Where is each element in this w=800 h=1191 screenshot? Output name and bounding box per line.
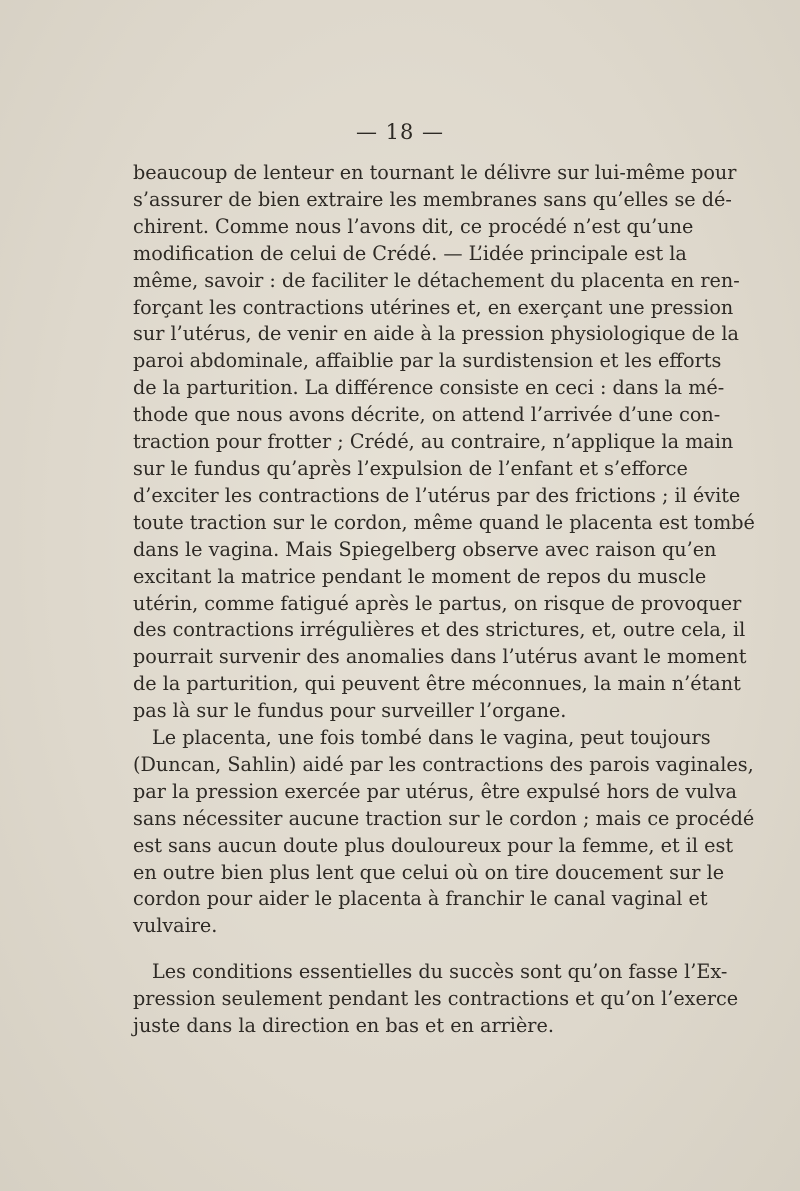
- paragraph: [133, 160, 755, 725]
- text-line: chirent. Comme nous l’avons dit, ce procédé n’est qu’une: [133, 214, 694, 238]
- body-text: [133, 160, 755, 1040]
- text-line: par la pression exercée par utérus, être expulsé hors de vulva: [133, 779, 737, 803]
- text-line: en outre bien plus lent que celui où on tire doucement sur le: [133, 860, 725, 884]
- text-line: dans le vagina. Mais Spiegelberg observe avec raison qu’en: [133, 537, 717, 561]
- text-line: pression seulement pendant les contractions et qu’on l’exerce: [133, 987, 739, 1011]
- text-line: des contractions irrégulières et des strictures, et, outre cela, il: [133, 618, 746, 642]
- text-line: cordon pour aider le placenta à franchir le canal vaginal et: [133, 887, 708, 911]
- text-line: traction pour frotter ; Crédé, au contraire, n’applique la main: [133, 430, 734, 454]
- text-line: toute traction sur le cordon, même quand le placenta est tombé: [133, 510, 755, 534]
- text-line: forçant les contractions utérines et, en exerçant une pression: [133, 295, 734, 319]
- text-line: de la parturition. La différence consiste en ceci : dans la mé-: [133, 376, 725, 400]
- text-line: beaucoup de lenteur en tournant le délivre sur lui-même pour: [133, 161, 737, 184]
- text-line: juste dans la direction en bas et en arrière.: [133, 1014, 554, 1038]
- text-line: s’assurer de bien extraire les membranes sans qu’elles se dé-: [133, 187, 732, 211]
- paragraph: [133, 959, 739, 1040]
- text-line: Le placenta, une fois tombé dans le vagina, peut toujours: [152, 726, 711, 750]
- paragraph-gap: [133, 940, 669, 959]
- text-line: utérin, comme fatigué après le partus, on risque de provoquer: [133, 591, 742, 615]
- text-line: excitant la matrice pendant le moment de repos du muscle: [133, 564, 707, 588]
- text-line: modification de celui de Crédé. — L’idée principale est la: [133, 241, 687, 265]
- text-line: sans nécessiter aucune traction sur le cordon ; mais ce procédé: [133, 806, 755, 830]
- text-line: sur l’utérus, de venir en aide à la pression physiologique de la: [133, 322, 739, 346]
- text-line: est sans aucun doute plus douloureux pour la femme, et il est: [133, 833, 734, 857]
- text-line: de la parturition, qui peuvent être méconnues, la main n’étant: [133, 672, 741, 696]
- text-line: pas là sur le fundus pour surveiller l’organe.: [133, 699, 567, 723]
- text-line: Les conditions essentielles du succès sont qu’on fasse l’Ex-: [152, 960, 728, 984]
- text-line: thode que nous avons décrite, on attend l’arrivée d’une con-: [133, 403, 721, 427]
- text-line: sur le fundus qu’après l’expulsion de l’enfant et s’efforce: [133, 456, 688, 480]
- paragraph: [133, 725, 755, 940]
- text-line: (Duncan, Sahlin) aidé par les contractions des parois vaginales,: [133, 752, 754, 776]
- text-line: pourrait survenir des anomalies dans l’utérus avant le moment: [133, 645, 747, 669]
- text-line: paroi abdominale, affaiblie par la surdistension et les efforts: [133, 349, 722, 373]
- page-number: — 18 —: [355, 120, 445, 144]
- text-line: vulvaire.: [133, 914, 218, 938]
- text-line: d’exciter les contractions de l’utérus par des frictions ; il évite: [133, 483, 741, 507]
- text-line: même, savoir : de faciliter le détachement du placenta en ren-: [133, 268, 740, 292]
